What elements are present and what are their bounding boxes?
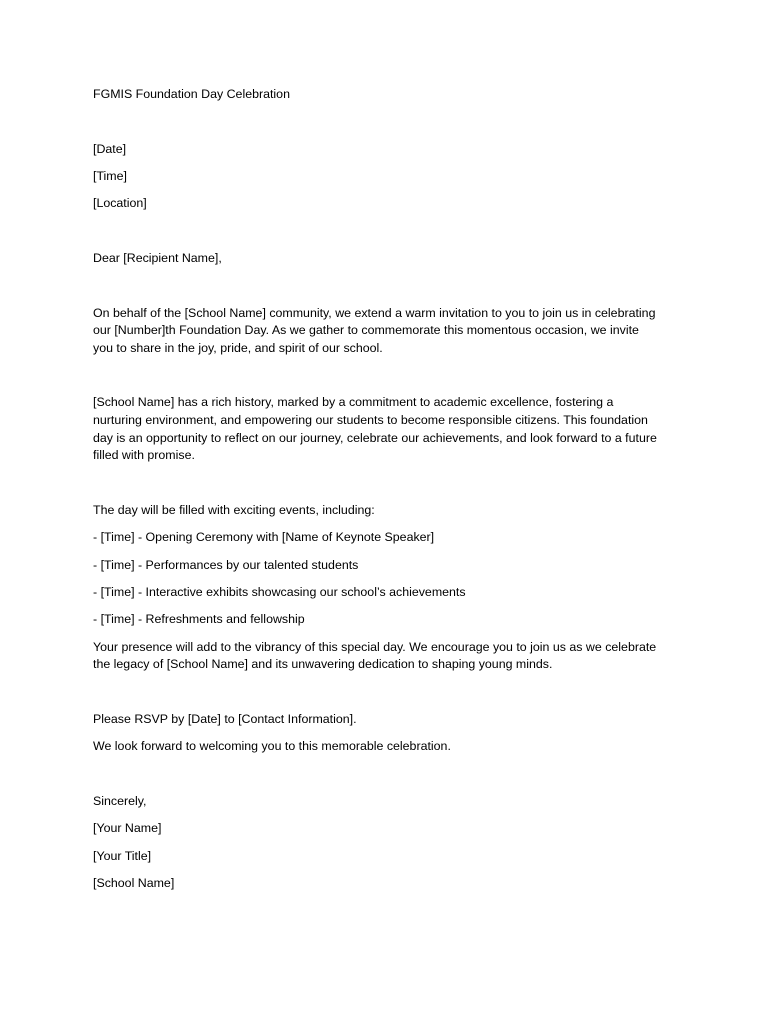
- event-item: - [Time] - Performances by our talented students: [93, 557, 359, 572]
- event-location: [Location]: [93, 196, 147, 211]
- history-paragraph: [School Name] has a rich history, marked by a commitment to academic excellence, fostering a nurturing environment, and empowering our students to become responsible citizens. This foundation day is an opportunity to reflect on our journey, celebrate our achievements, and look forward to a future filled with promise.: [93, 395, 657, 463]
- signoff-school: [School Name]: [93, 876, 175, 891]
- rsvp-line: Please RSVP by [Date] to [Contact Information].: [93, 711, 357, 726]
- invitation-paragraph: On behalf of the [School Name] community, we extend a warm invitation to you to join us in celebrating our [Number]th Foundation Day. As we gather to commemorate this momentous occasion, we invite you to share in the joy, pride, and spirit of our school.: [93, 305, 656, 355]
- signoff-closing: Sincerely,: [93, 793, 147, 808]
- event-item: - [Time] - Opening Ceremony with [Name of Keynote Speaker]: [93, 530, 435, 545]
- event-item: - [Time] - Refreshments and fellowship: [93, 612, 305, 627]
- signoff-name: [Your Name]: [93, 821, 162, 836]
- signoff-title: [Your Title]: [93, 848, 152, 863]
- event-date: [Date]: [93, 141, 127, 156]
- closing-paragraph: Your presence will add to the vibrancy of this special day. We encourage you to join us as we celebrate the legacy of [School Name] and its unwavering dedication to shaping young minds.: [93, 639, 657, 672]
- look-forward-line: We look forward to welcoming you to this memorable celebration.: [93, 739, 451, 754]
- document-title: FGMIS Foundation Day Celebration: [93, 87, 290, 101]
- events-intro: The day will be filled with exciting events, including:: [93, 502, 375, 517]
- event-time: [Time]: [93, 168, 127, 183]
- salutation: Dear [Recipient Name],: [93, 250, 222, 265]
- event-item: - [Time] - Interactive exhibits showcasing our school’s achievements: [93, 584, 466, 599]
